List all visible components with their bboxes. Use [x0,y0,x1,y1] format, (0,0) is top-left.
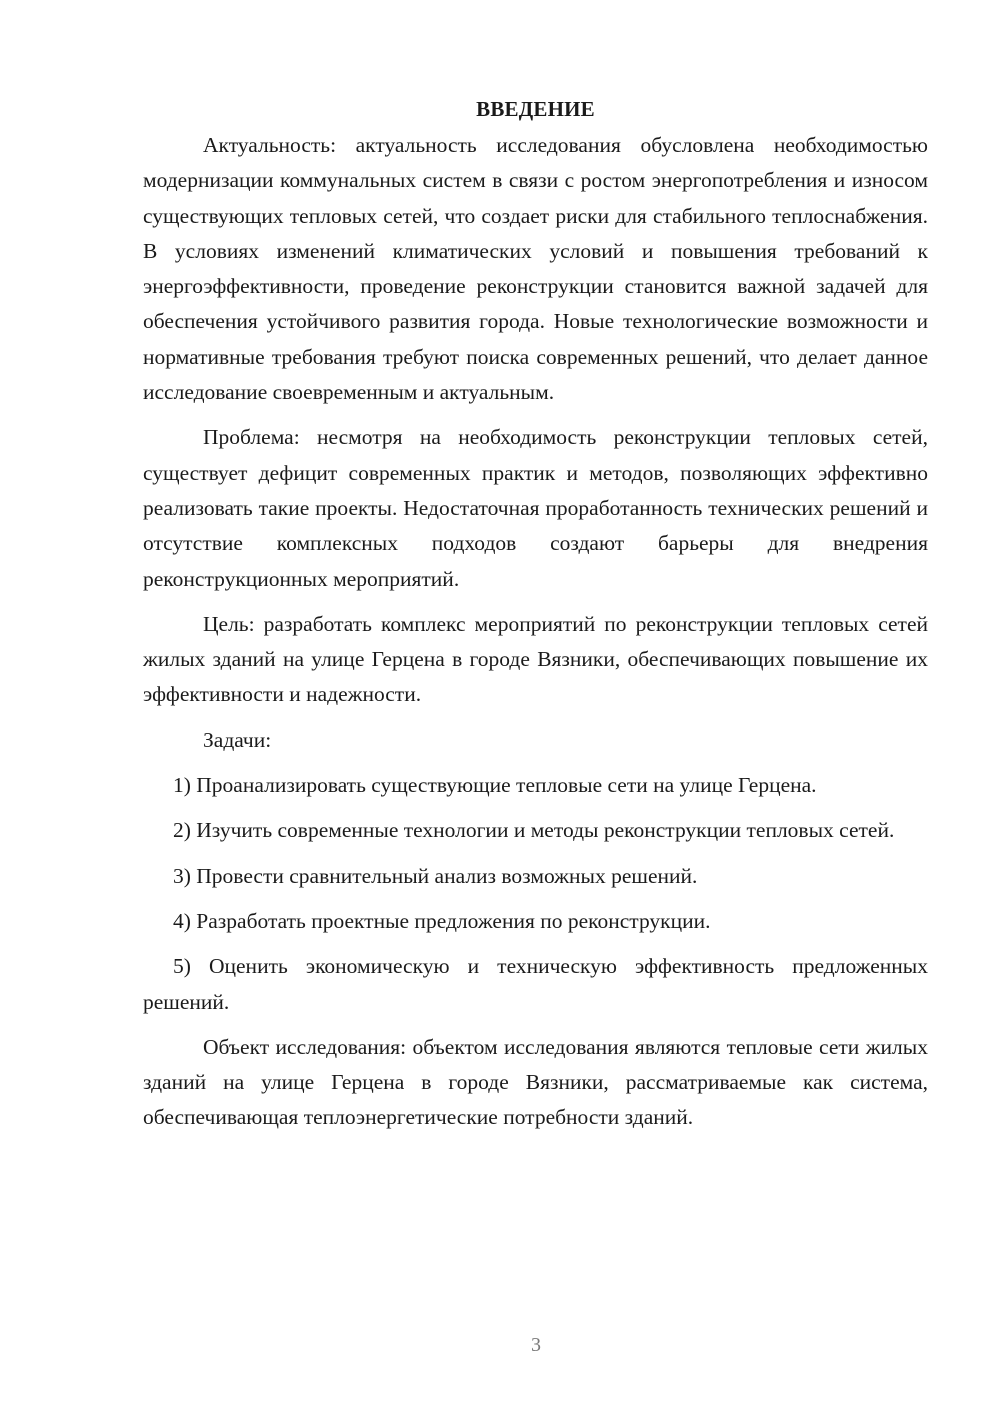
page-title: ВВЕДЕНИЕ [476,97,595,121]
paragraph-object: Объект исследования: объектом исследования являются тепловые сети жилых зданий на улице Герцена в городе Вязники, рассматриваемые как система, обеспечивающая теплоэнергетические потребности зданий. [143,1034,928,1130]
page-number: 3 [531,1334,541,1356]
task-item: 1) Проанализировать существующие тепловые сети на улице Герцена. [173,773,817,798]
paragraph-relevance: Актуальность: актуальность исследования обусловлена необходимостью модернизации коммунальных систем в связи с ростом энергопотребления и износом существующих тепловых сетей, что создает риски для стабильного теплоснабжения. В условиях изменений климатических условий и повышения требований к энергоэффективности, проведение реконструкции становится важной задачей для обеспечения устойчивого развития города. Новые технологические возможности и нормативные требования требуют поиска современных решений, что делает данное исследование своевременным и актуальным. [143,133,928,405]
task-item: 3) Провести сравнительный анализ возможных решений. [173,863,698,888]
task-item: 5) Оценить экономическую и техническую эффективность предложенных решений. [143,954,928,1014]
page-content [143,92,928,1136]
tasks-heading: Задачи: [203,727,272,752]
paragraph-problem: Проблема: несмотря на необходимость реконструкции тепловых сетей, существует дефицит современных практик и методов, позволяющих эффективно реализовать такие проекты. Недостаточная проработанность технических решений и отсутствие комплексных подходов создают барьеры для внедрения реконструкционных мероприятий. [143,425,928,591]
paragraph-goal: Цель: разработать комплекс мероприятий по реконструкции тепловых сетей жилых зданий на улице Герцена в городе Вязники, обеспечивающих повышение их эффективности и надежности. [143,611,928,707]
task-item: 4) Разработать проектные предложения по реконструкции. [173,908,711,933]
task-item: 2) Изучить современные технологии и методы реконструкции тепловых сетей. [173,818,895,843]
